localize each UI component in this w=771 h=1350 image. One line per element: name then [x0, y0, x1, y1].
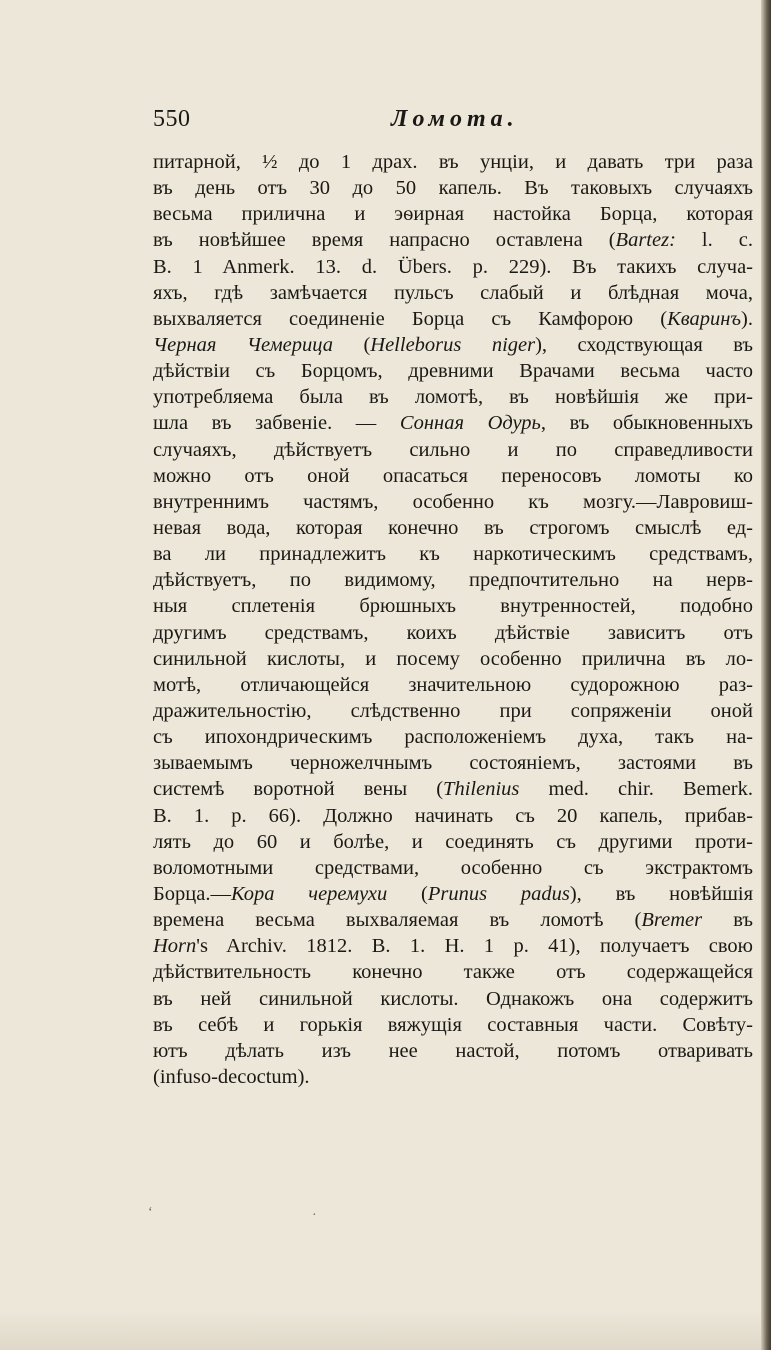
- text-line: [153, 959, 753, 985]
- text-segment: l. c.: [675, 229, 753, 252]
- page-shadow: [0, 1310, 771, 1350]
- text-line: [153, 227, 753, 253]
- italic-text: Prunus padus: [427, 882, 570, 905]
- text-segment: весьма прилична и эѳирная настойка Борца, которая: [153, 203, 753, 226]
- italic-text: Кора черемухи: [230, 882, 388, 905]
- text-segment: внутреннимъ частямъ, особенно къ мозгу.—Лавровиш-: [153, 490, 753, 513]
- text-segment: употребляема была въ ломотѣ, въ новѣйшія же при-: [153, 386, 753, 409]
- text-line: [153, 1012, 753, 1038]
- ink-speck-mark: ·: [312, 1208, 317, 1223]
- text-segment: системѣ воротной вены (: [153, 778, 444, 801]
- text-line: [153, 149, 753, 175]
- text-segment: другимъ средствамъ, коихъ дѣйствіе зависитъ отъ: [153, 621, 753, 644]
- text-line: [153, 358, 753, 384]
- text-segment: случаяхъ, дѣйствуетъ сильно и по справедливости: [153, 438, 753, 461]
- text-line: [153, 489, 753, 515]
- text-segment: мотѣ, отличающейся значительною судорожною раз-: [153, 673, 753, 696]
- text-segment: ютъ дѣлать изъ нее настой, потомъ отваривать: [153, 1039, 753, 1062]
- text-segment: выхваляется соединеніе Борца съ Камфорою (: [153, 307, 668, 330]
- text-segment: ).: [741, 307, 753, 330]
- text-segment: въ: [702, 909, 753, 932]
- binding-edge: [761, 0, 771, 1350]
- text-line: [153, 620, 753, 646]
- italic-text: Horn: [153, 935, 197, 958]
- text-segment: ), въ новѣйшія: [569, 882, 753, 905]
- text-line: [153, 698, 753, 724]
- text-segment: питарной, ½ до 1 драх. въ унціи, и давать три раза: [153, 151, 753, 173]
- text-line: [153, 672, 753, 698]
- text-line: [153, 410, 753, 436]
- italic-text: Сонная Одурь: [399, 412, 541, 435]
- text-segment: зываемымъ черножелчнымъ состояніемъ, застоями въ: [153, 752, 753, 775]
- text-segment: дѣйствіи съ Борцомъ, древними Врачами весьма часто: [153, 360, 753, 383]
- text-line: [153, 175, 753, 201]
- text-segment: (: [333, 333, 371, 356]
- text-line: [153, 384, 753, 410]
- text-line: [153, 254, 753, 280]
- text-line: [153, 541, 753, 567]
- running-title: Ломота.: [391, 106, 519, 132]
- text-segment: ва ли принадлежитъ къ наркотическимъ средствамъ,: [153, 543, 753, 566]
- text-line: [153, 881, 753, 907]
- text-segment: времена весьма выхваляемая въ ломотѣ (: [153, 909, 642, 932]
- text-line: [153, 593, 753, 619]
- text-segment: яхъ, гдѣ замѣчается пульсъ слабый и блѣдная моча,: [153, 281, 753, 304]
- text-line: [153, 437, 753, 463]
- text-line: [153, 463, 753, 489]
- text-segment: B. 1 Anmerk. 13. d. Übers. p. 229). Въ такихъ случа-: [153, 255, 753, 278]
- italic-text: Bremer: [641, 909, 703, 932]
- text-segment: ), сходствующая въ: [535, 333, 753, 356]
- text-segment: въ себѣ и горькія вяжущія составныя части. Совѣту-: [153, 1013, 753, 1036]
- text-line: [153, 646, 753, 672]
- text-line: [153, 776, 753, 802]
- text-segment: ныя сплетенія брюшныхъ внутренностей, подобно: [153, 595, 753, 618]
- italic-text: Кваринъ: [667, 307, 742, 330]
- text-segment: Борца.—: [153, 882, 231, 905]
- text-line: [153, 986, 753, 1012]
- text-segment: лять до 60 и болѣе, и соединять съ другими проти-: [153, 830, 753, 853]
- text-segment: воломотными средствами, особенно съ экстрактомъ: [153, 856, 753, 879]
- text-segment: дражительностію, слѣдственно при сопряженіи оной: [153, 699, 753, 722]
- text-line: [153, 803, 753, 829]
- text-segment: съ ипохондрическимъ расположеніемъ духа, такъ на-: [153, 726, 753, 749]
- italic-text: Thilenius: [443, 778, 520, 801]
- text-segment: , въ обыкновенныхъ: [540, 412, 753, 435]
- text-line: [153, 201, 753, 227]
- text-line: [153, 1064, 753, 1090]
- text-segment: въ день отъ 30 до 50 капель. Въ таковыхъ случаяхъ: [153, 177, 753, 200]
- text-line: [153, 724, 753, 750]
- text-segment: можно отъ оной опасаться переносовъ ломоты ко: [153, 464, 753, 487]
- text-line: [153, 750, 753, 776]
- text-segment: невая вода, которая конечно въ строгомъ смыслѣ ед-: [153, 516, 753, 539]
- text-segment: (: [387, 882, 428, 905]
- text-line: [153, 855, 753, 881]
- text-segment: 's Archiv. 1812. B. 1. H. 1 p. 41), получаетъ свою: [196, 935, 753, 958]
- italic-text: Helleborus niger: [370, 333, 536, 356]
- text-segment: синильной кислоты, и посему особенно прилична въ ло-: [153, 647, 753, 670]
- text-line: [153, 306, 753, 332]
- body-text: [153, 149, 753, 1090]
- page-header: [153, 106, 753, 146]
- text-line: [153, 515, 753, 541]
- text-line: [153, 1038, 753, 1064]
- text-segment: въ ней синильной кислоты. Однакожъ она содержитъ: [153, 987, 753, 1010]
- italic-text: Bartez:: [615, 229, 676, 252]
- text-segment: med. chir. Bemerk.: [519, 778, 753, 801]
- text-segment: (infuso-decoctum).: [153, 1065, 310, 1088]
- text-segment: въ новѣйшее время напрасно оставлена (: [153, 229, 616, 252]
- ink-speck-mark: ʻ: [148, 1205, 153, 1220]
- text-line: [153, 332, 753, 358]
- text-line: [153, 567, 753, 593]
- text-segment: дѣйствуетъ, по видимому, предпочтительно на нерв-: [153, 569, 753, 592]
- text-segment: B. 1. p. 66). Должно начинать съ 20 капель, прибав-: [153, 804, 753, 827]
- text-line: [153, 933, 753, 959]
- text-line: [153, 280, 753, 306]
- text-line: [153, 907, 753, 933]
- text-segment: шла въ забвеніе. —: [153, 412, 400, 435]
- text-line: [153, 829, 753, 855]
- text-segment: дѣйствительность конечно также отъ содержащейся: [153, 961, 753, 984]
- page-number: 550: [153, 106, 191, 132]
- italic-text: Черная Чемерица: [153, 333, 334, 356]
